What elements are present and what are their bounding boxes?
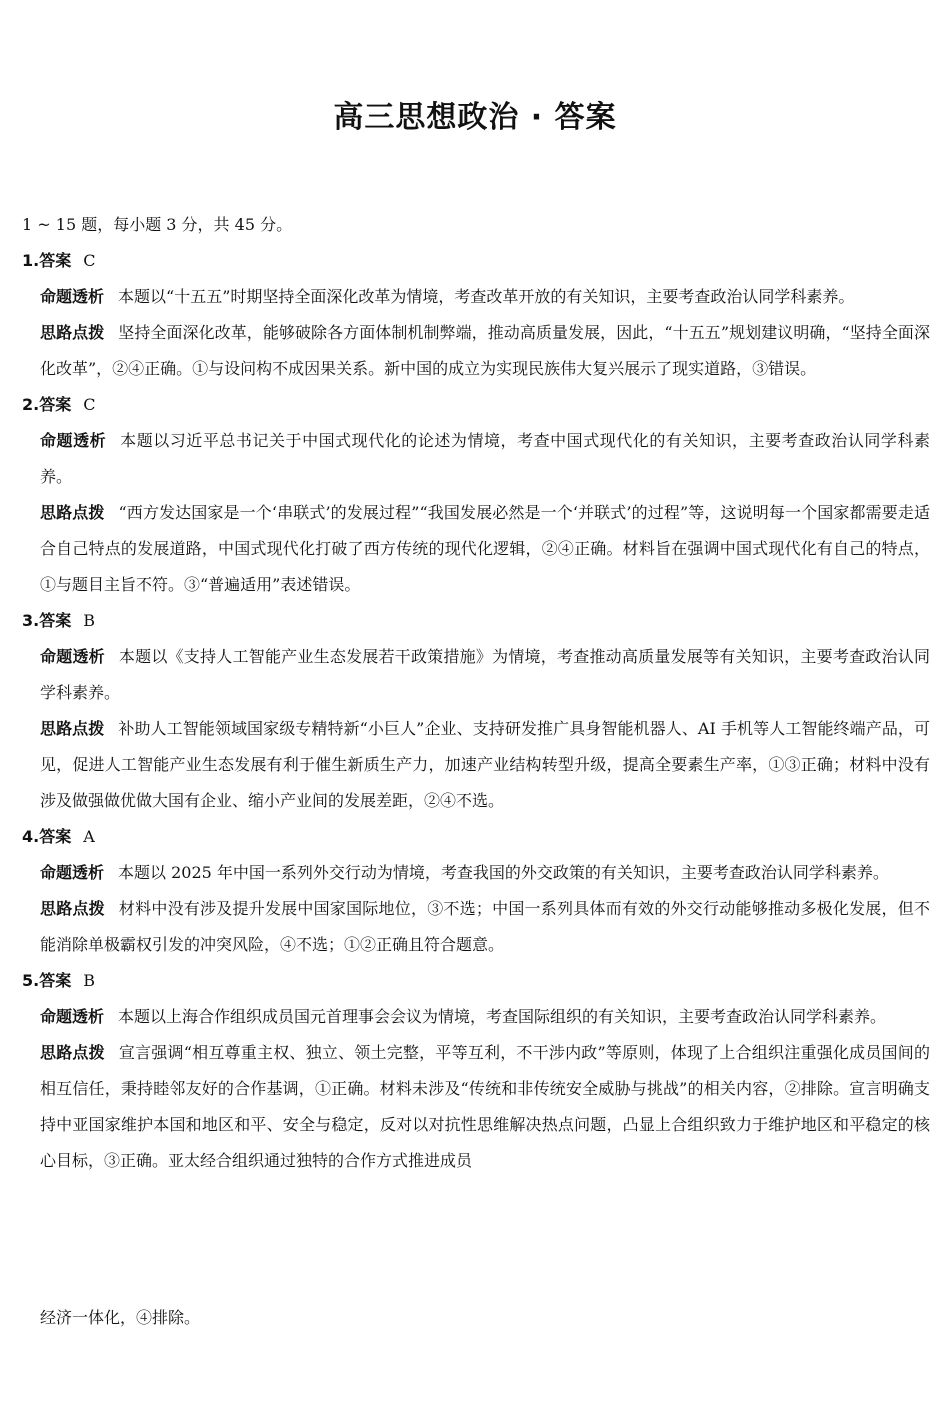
intent-text: 本题以上海合作组织成员国元首理事会会议为情境，考查国际组织的有关知识，主要考查政治认同学科素养。 [118, 1007, 887, 1026]
intent-text: 本题以 2025 年中国一系列外交行动为情境，考查我国的外交政策的有关知识，主要考查政治认同学科素养。 [118, 863, 889, 882]
intent-section [40, 639, 930, 711]
analysis-text: 坚持全面深化改革，能够破除各方面体制机制弊端，推动高质量发展，因此，“十五五”规划建议明确，“坚持全面深化改革”，②④正确。①与设问构不成因果关系。新中国的成立为实现民族伟大复兴展示了现实道路，③错误。 [40, 323, 930, 378]
answer-label: 答案 [39, 611, 72, 630]
intent-section [40, 855, 930, 891]
scoring-intro: 1 ~ 15 题，每小题 3 分，共 45 分。 [22, 215, 293, 234]
answer-value: C [83, 395, 96, 414]
answer-value: A [83, 827, 95, 846]
question-number: 4. [22, 827, 40, 846]
analysis-label: 思路点拨 [40, 1043, 105, 1062]
question-1 [22, 243, 930, 387]
analysis-text: “西方发达国家是一个‘串联式’的发展过程”“我国发展必然是一个‘并联式’的过程”等，这说明每一个国家都需要走适合自己特点的发展道路，中国式现代化打破了西方传统的现代化逻辑，②④正确。材料旨在强调中国式现代化有自己的特点，①与题目主旨不符。③“普遍适用”表述错误。 [40, 503, 930, 594]
analysis-label: 思路点拨 [40, 503, 105, 522]
question-3 [22, 603, 930, 819]
intent-label: 命题透析 [40, 287, 105, 306]
intent-label: 命题透析 [40, 431, 107, 450]
clipped-text-line [40, 1308, 930, 1340]
page-title: 高三思想政治 · 答案 [333, 100, 617, 135]
answer-value: B [83, 611, 95, 630]
clipped-text: 经济一体化，④排除。 [40, 1308, 201, 1327]
question-number: 1. [22, 251, 40, 270]
analysis-text: 材料中没有涉及提升发展中国家国际地位，③不选；中国一系列具体而有效的外交行动能够推动多极化发展，但不能消除单极霸权引发的冲突风险，④不选；①②正确且符合题意。 [40, 899, 930, 954]
answer-value: B [83, 971, 95, 990]
question-number: 2. [22, 395, 40, 414]
answer-line [22, 387, 930, 423]
intent-label: 命题透析 [40, 1007, 105, 1026]
question-number: 3. [22, 611, 40, 630]
intent-text: 本题以《支持人工智能产业生态发展若干政策措施》为情境，考查推动高质量发展等有关知识，主要考查政治认同学科素养。 [40, 647, 930, 702]
answer-label: 答案 [39, 971, 72, 990]
analysis-section [40, 495, 930, 603]
intent-section [40, 423, 930, 495]
intent-label: 命题透析 [40, 647, 105, 666]
answer-label: 答案 [39, 395, 72, 414]
analysis-label: 思路点拨 [40, 719, 105, 738]
intent-section [40, 279, 930, 315]
answer-label: 答案 [39, 827, 72, 846]
analysis-text: 宣言强调“相互尊重主权、独立、领土完整，平等互利，不干涉内政”等原则，体现了上合组织注重强化成员国间的相互信任，秉持睦邻友好的合作基调，①正确。材料未涉及“传统和非传统安全威胁与挑战”的相关内容，②排除。宣言明确支持中亚国家维护本国和地区和平、安全与稳定，反对以对抗性思维解决热点问题，凸显上合组织致力于维护地区和平稳定的核心目标，③正确。亚太经合组织通过独特的合作方式推进成员 [40, 1043, 930, 1170]
answer-line [22, 963, 930, 999]
intent-section [40, 999, 930, 1035]
analysis-section [40, 711, 930, 819]
analysis-text: 补助人工智能领域国家级专精特新“小巨人”企业、支持研发推广具身智能机器人、AI 手机等人工智能终端产品，可见，促进人工智能产业生态发展有利于催生新质生产力，加速产业结构转型升级，提高全要素生产率，①③正确；材料中没有涉及做强做优做大国有企业、缩小产业间的发展差距，②④不选。 [40, 719, 930, 810]
question-number: 5. [22, 971, 40, 990]
intent-text: 本题以“十五五”时期坚持全面深化改革为情境，考查改革开放的有关知识，主要考查政治认同学科素养。 [118, 287, 855, 306]
intent-label: 命题透析 [40, 863, 105, 882]
analysis-section [40, 891, 930, 963]
analysis-section [40, 1035, 930, 1179]
answer-line [22, 243, 930, 279]
analysis-label: 思路点拨 [40, 899, 105, 918]
question-5 [22, 963, 930, 1179]
intent-text: 本题以习近平总书记关于中国式现代化的论述为情境，考查中国式现代化的有关知识，主要考查政治认同学科素养。 [40, 431, 930, 486]
answer-line [22, 819, 930, 855]
answer-label: 答案 [39, 251, 72, 270]
answer-content [22, 207, 930, 1179]
question-4 [22, 819, 930, 963]
analysis-section [40, 315, 930, 387]
question-2 [22, 387, 930, 603]
answer-value: C [83, 251, 96, 270]
analysis-label: 思路点拨 [40, 323, 105, 342]
answer-line [22, 603, 930, 639]
